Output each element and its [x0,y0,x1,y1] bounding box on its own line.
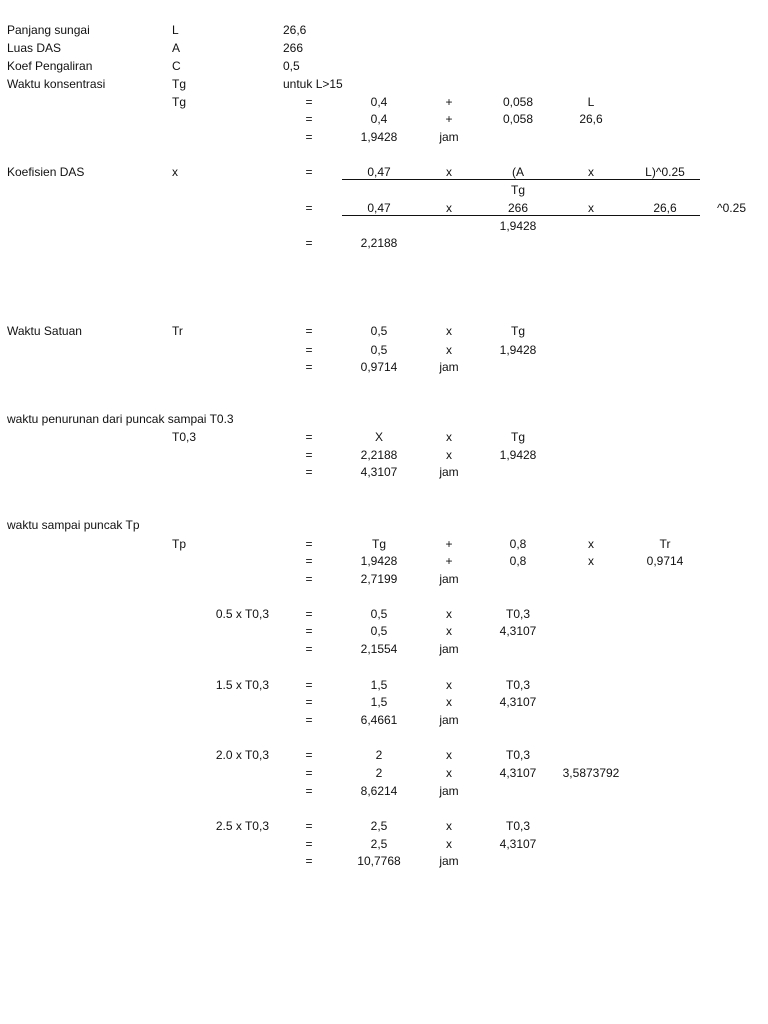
cell-one-half-t03-formula-m: 1.5 x T0,3 [215,678,269,692]
cell-luas-das-a: Luas DAS [7,41,62,55]
cell-t03-result-op1: jam [439,465,459,479]
cell-t03-substituted-v1: 2,2188 [360,448,398,462]
cell-half-t03-result-op1: jam [439,642,459,656]
cell-t03-substituted-v2: 1,9428 [499,448,537,462]
cell-koef-das-sub-numerator-eq: = [305,201,313,215]
cell-two-half-t03-formula-eq: = [305,819,313,833]
cell-half-t03-result-eq: = [305,642,313,656]
cell-two-half-t03-formula-op1: x [446,819,452,833]
cell-tp-result-eq: = [305,572,313,586]
cell-one-half-t03-formula-v2: T0,3 [505,678,531,692]
cell-half-t03-formula-v2: T0,3 [505,607,531,621]
cell-koef-das-result-eq: = [305,236,313,250]
cell-two-t03-substituted-eq: = [305,766,313,780]
cell-koef-das-sub-denominator-v2: 1,9428 [499,219,537,233]
cell-tp-formula-v1: Tg [371,537,387,551]
cell-tg-substituted-op1: + [445,112,453,126]
cell-two-half-t03-substituted-v2: 4,3107 [499,837,537,851]
cell-panjang-sungai-a: Panjang sungai [7,23,90,37]
cell-panjang-sungai-b: L [172,23,179,37]
cell-half-t03-formula-eq: = [305,607,313,621]
cell-tg-formula-op2: L [587,95,595,109]
cell-two-t03-result-eq: = [305,784,313,798]
cell-tg-substituted-v2: 0,058 [502,112,534,126]
cell-tp-formula-eq: = [305,537,313,551]
cell-half-t03-substituted-eq: = [305,624,313,638]
cell-tr-result-op1: jam [439,360,459,374]
cell-waktu-konsentrasi-b: Tg [172,77,187,91]
cell-one-half-t03-result-eq: = [305,713,313,727]
cell-koef-das-sub-numerator-op2: x [588,201,594,215]
cell-tp-formula-op2: x [588,537,594,551]
cell-tp-formula-b: Tp [172,537,187,551]
cell-tr-substituted-v2: 1,9428 [499,343,537,357]
cell-tg-substituted-v1: 0,4 [370,112,388,126]
cell-luas-das-d: 266 [283,41,304,55]
cell-two-half-t03-formula-v1: 2,5 [370,819,388,833]
cell-two-t03-formula-op1: x [446,748,452,762]
cell-t03-formula-eq: = [305,430,313,444]
cell-koef-das-numerator-op1: x [446,165,452,179]
cell-half-t03-substituted-op1: x [446,624,452,638]
cell-waktu-satuan-a: Waktu Satuan [7,324,82,338]
cell-two-t03-formula-v1: 2 [375,748,383,762]
cell-half-t03-substituted-v1: 0,5 [370,624,388,638]
cell-koef-das-sub-numerator-v1: 0,47 [367,201,391,215]
cell-two-half-t03-result-op1: jam [439,854,459,868]
cell-tg-formula-b: Tg [172,95,187,109]
cell-waktu-satuan-v2: Tg [510,324,526,338]
cell-two-t03-formula-eq: = [305,748,313,762]
cell-two-t03-substituted-v1: 2 [375,766,383,780]
cell-waktu-sampai-puncak-title-a: waktu sampai puncak Tp [7,518,140,532]
cell-one-half-t03-substituted-v2: 4,3107 [499,695,537,709]
cell-half-t03-formula-op1: x [446,607,452,621]
cell-t03-result-eq: = [305,465,313,479]
cell-tg-formula-op1: + [445,95,453,109]
cell-waktu-penurunan-title-a: waktu penurunan dari puncak sampai T0.3 [7,412,234,426]
cell-koef-das-numerator-a: Koefisien DAS [7,165,85,179]
cell-two-t03-formula-v2: T0,3 [505,748,531,762]
cell-tg-formula-v2: 0,058 [502,95,534,109]
cell-two-half-t03-formula-m: 2.5 x T0,3 [215,819,269,833]
cell-tr-substituted-v1: 0,5 [370,343,388,357]
cell-tp-formula-v3: Tr [659,537,671,551]
cell-two-half-t03-substituted-op1: x [446,837,452,851]
cell-one-half-t03-formula-eq: = [305,678,313,692]
fraction-bar-formula [342,179,700,180]
cell-one-half-t03-substituted-v1: 1,5 [370,695,388,709]
cell-koef-das-denominator-v2: Tg [510,183,526,197]
cell-tp-result-v1: 2,7199 [360,572,398,586]
cell-tr-result-v1: 0,9714 [360,360,398,374]
cell-two-half-t03-substituted-eq: = [305,837,313,851]
cell-half-t03-result-v1: 2,1554 [360,642,398,656]
cell-two-half-t03-result-v1: 10,7768 [357,854,401,868]
cell-t03-formula-b: T0,3 [172,430,197,444]
cell-tg-formula-v1: 0,4 [370,95,388,109]
cell-half-t03-substituted-v2: 4,3107 [499,624,537,638]
cell-tg-result-v1: 1,9428 [360,130,398,144]
cell-two-t03-formula-m: 2.0 x T0,3 [215,748,269,762]
cell-luas-das-b: A [172,41,181,55]
cell-t03-substituted-eq: = [305,448,313,462]
cell-koef-pengaliran-d: 0,5 [283,59,300,73]
cell-waktu-satuan-eq: = [305,324,313,338]
cell-one-half-t03-formula-op1: x [446,678,452,692]
cell-two-t03-result-v1: 8,6214 [360,784,398,798]
cell-koef-das-sub-numerator-op1: x [446,201,452,215]
cell-tr-substituted-eq: = [305,343,313,357]
cell-waktu-satuan-v1: 0,5 [370,324,388,338]
cell-tp-formula-op1: + [445,537,453,551]
cell-koef-pengaliran-b: C [172,59,181,73]
cell-panjang-sungai-d: 26,6 [283,23,307,37]
cell-tg-substituted-eq: = [305,112,313,126]
cell-tg-result-eq: = [305,130,313,144]
cell-one-half-t03-substituted-eq: = [305,695,313,709]
cell-two-half-t03-result-eq: = [305,854,313,868]
cell-two-t03-substituted-op2: 3,5873792 [562,766,620,780]
cell-tp-substituted-op2: x [588,554,594,568]
cell-waktu-satuan-b: Tr [172,324,183,338]
cell-koef-das-numerator-v1: 0,47 [367,165,391,179]
cell-tp-substituted-eq: = [305,554,313,568]
cell-tp-substituted-v2: 0,8 [509,554,527,568]
cell-waktu-satuan-op1: x [446,324,452,338]
cell-two-half-t03-formula-v2: T0,3 [505,819,531,833]
cell-tr-substituted-op1: x [446,343,452,357]
cell-tp-substituted-op1: + [445,554,453,568]
cell-koef-das-sub-numerator-v3: 26,6 [653,201,677,215]
fraction-bar-substituted [342,215,700,216]
cell-two-t03-substituted-v2: 4,3107 [499,766,537,780]
cell-t03-formula-v1: X [374,430,384,444]
cell-two-half-t03-substituted-v1: 2,5 [370,837,388,851]
cell-one-half-t03-result-op1: jam [439,713,459,727]
cell-half-t03-formula-v1: 0,5 [370,607,388,621]
cell-one-half-t03-formula-v1: 1,5 [370,678,388,692]
cell-one-half-t03-substituted-op1: x [446,695,452,709]
cell-tg-result-op1: jam [439,130,459,144]
cell-koef-das-numerator-v3: L)^0.25 [645,165,685,179]
cell-two-t03-substituted-op1: x [446,766,452,780]
cell-koef-das-numerator-v2: (A [512,165,524,179]
cell-t03-formula-op1: x [446,430,452,444]
cell-koef-das-numerator-eq: = [305,165,313,179]
cell-half-t03-formula-m: 0.5 x T0,3 [215,607,269,621]
cell-tp-formula-v2: 0,8 [509,537,527,551]
cell-two-t03-result-op1: jam [439,784,459,798]
cell-koef-das-numerator-op2: x [588,165,594,179]
cell-waktu-konsentrasi-d: untuk L>15 [283,77,343,91]
cell-tp-substituted-v3: 0,9714 [646,554,684,568]
cell-koef-das-sub-numerator-ext: ^0.25 [717,201,746,215]
cell-t03-formula-v2: Tg [510,430,526,444]
cell-tp-result-op1: jam [439,572,459,586]
cell-koef-pengaliran-a: Koef Pengaliran [7,59,93,73]
cell-tg-formula-eq: = [305,95,313,109]
cell-tr-result-eq: = [305,360,313,374]
cell-tg-substituted-op2: 26,6 [579,112,603,126]
cell-one-half-t03-result-v1: 6,4661 [360,713,398,727]
cell-koef-das-numerator-b: x [172,165,178,179]
cell-koef-das-sub-numerator-v2: 266 [507,201,529,215]
cell-waktu-konsentrasi-a: Waktu konsentrasi [7,77,106,91]
cell-t03-substituted-op1: x [446,448,452,462]
cell-koef-das-result-v1: 2,2188 [360,236,398,250]
cell-tp-substituted-v1: 1,9428 [360,554,398,568]
cell-t03-result-v1: 4,3107 [360,465,398,479]
